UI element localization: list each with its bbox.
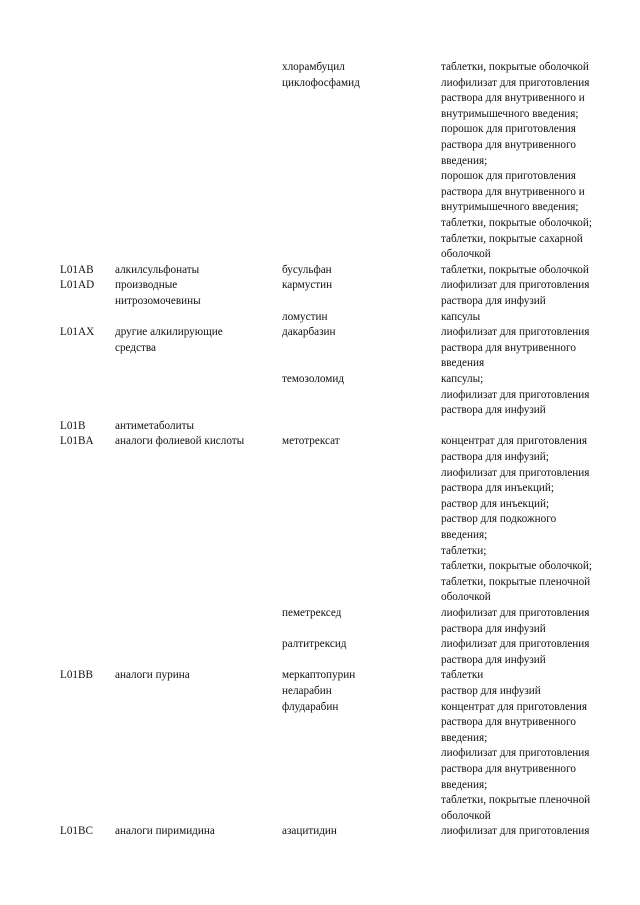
table-row (0, 263, 640, 279)
table-row (0, 700, 640, 716)
table-row (0, 528, 640, 544)
table-row (0, 824, 640, 840)
dosage-form: раствора для инфузий (441, 295, 546, 307)
dosage-form: раствор для инфузий (441, 685, 541, 697)
table-row (0, 278, 640, 294)
table-row (0, 200, 640, 216)
drug-name: бусульфан (282, 263, 332, 276)
table-row (0, 325, 640, 341)
table-row (0, 606, 640, 622)
atc-group-name: нитрозомочевины (115, 295, 201, 307)
dosage-form: оболочкой (441, 591, 491, 604)
dosage-form: раствора для инфузий (441, 622, 546, 635)
table-row (0, 559, 640, 575)
dosage-form: внутримышечного введения; (441, 201, 579, 214)
dosage-form: капсулы; (441, 373, 484, 385)
drug-name: ралтитрексид (282, 638, 347, 651)
table-row (0, 122, 640, 138)
drug-name: ломустин (282, 310, 328, 323)
table-row (0, 637, 640, 653)
atc-code: L01AB (60, 263, 94, 276)
drug-name: темозоломид (282, 373, 345, 385)
atc-group-name: антиметаболиты (115, 419, 194, 432)
dosage-form: введения; (441, 731, 488, 744)
atc-code: L01B (60, 419, 86, 432)
dosage-form: раствора для внутривенного (441, 139, 576, 151)
dosage-form: внутримышечного введения; (441, 107, 579, 120)
table-row (0, 232, 640, 248)
atc-code: L01BC (60, 825, 93, 838)
dosage-form: порошок для приготовления (441, 170, 576, 183)
atc-group-name: алкилсульфонаты (115, 263, 200, 276)
dosage-form: раствора для инфузий (441, 404, 546, 417)
table-row (0, 216, 640, 232)
atc-group-name: аналоги пиримидина (115, 825, 215, 838)
drug-name: дакарбазин (282, 326, 336, 339)
table-row (0, 512, 640, 528)
atc-group-name: аналоги фолиевой кислоты (115, 435, 245, 448)
table-row (0, 450, 640, 466)
dosage-form: введения; (441, 529, 488, 541)
drug-name: флударабин (282, 700, 339, 713)
table-row (0, 356, 640, 372)
dosage-form: раствора для внутривенного и (441, 92, 585, 105)
dosage-form: таблетки, покрытые пленочной (441, 575, 591, 588)
dosage-form: лиофилизат для приготовления (441, 466, 590, 479)
dosage-form: раствора для внутривенного и (441, 185, 585, 198)
table-row (0, 778, 640, 794)
drug-name: азацитидин (282, 825, 337, 838)
dosage-form: раствора для внутривенного (441, 341, 576, 354)
table-row (0, 154, 640, 170)
dosage-form: раствора для инфузий (441, 653, 546, 666)
dosage-form: оболочкой (441, 809, 491, 822)
atc-group-name: производные (115, 279, 178, 292)
table-row (0, 434, 640, 450)
table-row (0, 731, 640, 747)
table-row (0, 762, 640, 778)
dosage-form: таблетки, покрытые пленочной (441, 794, 591, 807)
table-row (0, 622, 640, 638)
atc-code: L01BA (60, 435, 94, 448)
dosage-form: раствора для внутривенного (441, 763, 576, 775)
dosage-form: введения (441, 357, 485, 370)
atc-code: L01AD (60, 279, 95, 292)
dosage-form: таблетки, покрытые оболочкой; (441, 217, 592, 229)
table-row (0, 403, 640, 419)
drug-name: пеметрексед (282, 607, 342, 619)
table-row (0, 575, 640, 591)
table-row (0, 684, 640, 700)
dosage-form: таблетки; (441, 544, 487, 557)
dosage-form: оболочкой (441, 248, 491, 261)
table-row (0, 715, 640, 731)
dosage-form: таблетки, покрытые сахарной (441, 232, 583, 245)
table-row (0, 793, 640, 809)
dosage-form: лиофилизат для приготовления (441, 388, 590, 401)
dosage-form: раствор для инъекций; (441, 497, 550, 510)
table-row (0, 388, 640, 404)
dosage-form: лиофилизат для приготовления (441, 747, 590, 760)
drug-name: хлорамбуцил (282, 61, 345, 73)
table-row (0, 107, 640, 123)
dosage-form: таблетки, покрытые оболочкой (441, 61, 589, 73)
table-row (0, 497, 640, 513)
drug-name: кармустин (282, 279, 333, 292)
dosage-form: введения; (441, 778, 488, 791)
drug-name: меркаптопурин (282, 669, 356, 682)
dosage-form: капсулы (441, 310, 481, 323)
table-row (0, 544, 640, 560)
drug-name: циклофосфамид (282, 76, 360, 89)
atc-code: L01BB (60, 669, 93, 682)
dosage-form: таблетки, покрытые оболочкой (441, 263, 589, 276)
dosage-form: введения; (441, 154, 488, 167)
drug-name: неларабин (282, 685, 332, 697)
table-row (0, 372, 640, 388)
table-row (0, 653, 640, 669)
atc-code: L01AX (60, 326, 95, 339)
table-row (0, 419, 640, 435)
table-row (0, 466, 640, 482)
table-row (0, 60, 640, 76)
dosage-form: раствора для инфузий; (441, 451, 549, 463)
dosage-form: концентрат для приготовления (441, 700, 588, 713)
dosage-form: таблетки (441, 669, 484, 682)
dosage-form: лиофилизат для приготовления (441, 825, 590, 838)
dosage-form: лиофилизат для приготовления (441, 279, 590, 292)
table-row (0, 809, 640, 825)
dosage-form: раствор для подкожного (441, 513, 557, 526)
dosage-form: лиофилизат для приготовления (441, 607, 590, 619)
table-row (0, 294, 640, 310)
table-row (0, 341, 640, 357)
table-row (0, 169, 640, 185)
dosage-form: лиофилизат для приготовления (441, 76, 590, 89)
table-row (0, 247, 640, 263)
dosage-form: концентрат для приготовления (441, 435, 588, 448)
table-row (0, 668, 640, 684)
table-row (0, 185, 640, 201)
dosage-form: лиофилизат для приготовления (441, 326, 590, 339)
dosage-form: лиофилизат для приготовления (441, 638, 590, 651)
table-row (0, 91, 640, 107)
dosage-form: порошок для приготовления (441, 123, 576, 136)
dosage-form: таблетки, покрытые оболочкой; (441, 560, 592, 573)
table-row (0, 481, 640, 497)
table-row (0, 746, 640, 762)
table-row (0, 76, 640, 92)
atc-group-name: другие алкилирующие (115, 326, 223, 339)
dosage-form: раствора для внутривенного (441, 716, 576, 729)
dosage-form: раствора для инъекций; (441, 482, 555, 495)
table-row (0, 138, 640, 154)
table-row (0, 590, 640, 606)
atc-group-name: аналоги пурина (115, 669, 190, 682)
table-row (0, 310, 640, 326)
drug-name: метотрексат (282, 435, 340, 448)
atc-group-name: средства (115, 341, 157, 354)
